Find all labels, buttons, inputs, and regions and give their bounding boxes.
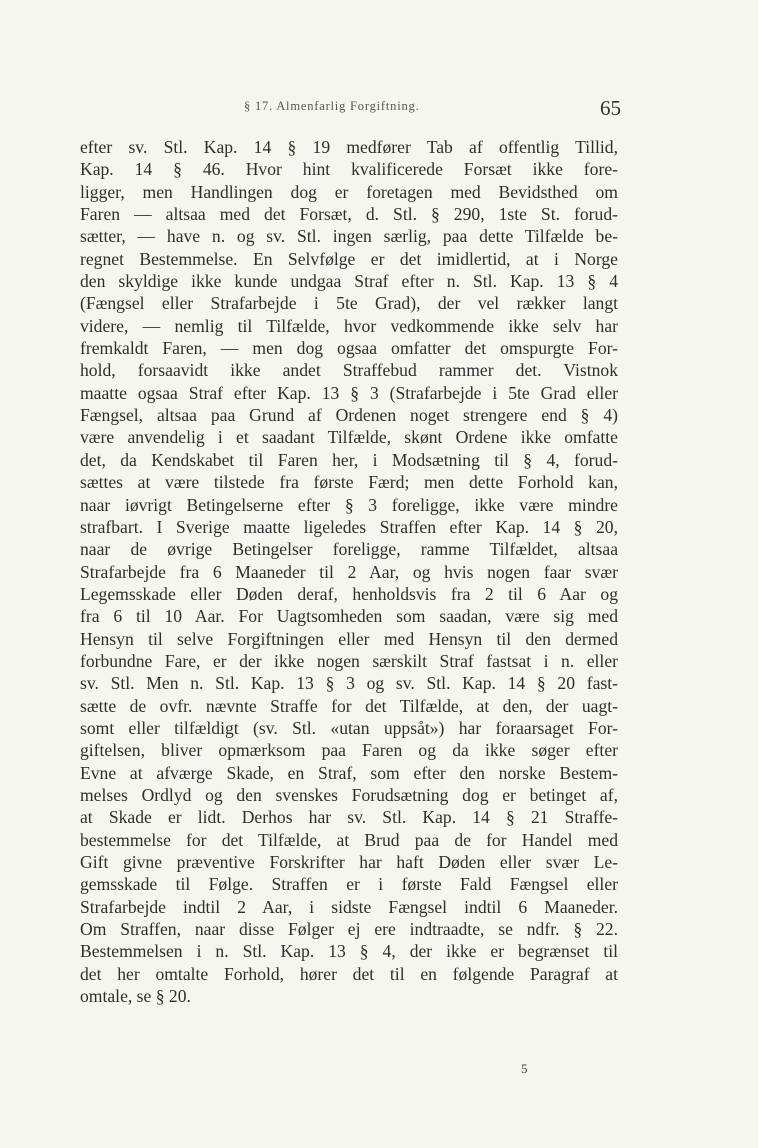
- text-line: naar de øvrige Betingelser foreligge, ramme Tilfældet, altsaa: [80, 539, 618, 560]
- text-line: sætter, — have n. og sv. Stl. ingen særlig, paa dette Tilfælde be-: [80, 226, 618, 247]
- page-number: 65: [600, 96, 621, 120]
- text-line: Gift givne præventive Forskrifter har haft Døden eller svær Le-: [80, 852, 618, 872]
- text-line: giftelsen, bliver opmærksom paa Faren og da ikke søger efter: [80, 740, 618, 761]
- signature-mark: 5: [521, 1061, 528, 1076]
- text-line: sættes at være tilstede fra første Færd; men dette Forhold kan,: [80, 472, 618, 493]
- text-line: Hensyn til selve Forgiftningen eller med Hensyn til den dermed: [80, 628, 618, 649]
- text-line: sætte de ovfr. nævnte Straffe for det Tilfælde, at den, der uagt-: [80, 695, 618, 716]
- text-line: fremkaldt Faren, — men dog ogsaa omfatter det omspurgte For-: [80, 338, 618, 359]
- text-line: fra 6 til 10 Aar. For Uagtsomheden som saadan, være sig med: [80, 606, 618, 627]
- text-line: sv. Stl. Men n. Stl. Kap. 13 § 3 og sv. Stl. Kap. 14 § 20 fast-: [80, 673, 618, 694]
- text-line: gemsskade til Følge. Straffen er i første Fald Fængsel eller: [80, 874, 618, 895]
- text-line: Legemsskade eller Døden deraf, henholdsvis fra 2 til 6 Aar og: [80, 583, 618, 604]
- running-title: § 17. Almenfarlig Forgiftning.: [244, 99, 420, 113]
- text-line: den skyldige ikke kunde undgaa Straf efter n. Stl. Kap. 13 § 4: [80, 271, 618, 292]
- text-line: videre, — nemlig til Tilfælde, hvor vedkommende ikke selv har: [80, 315, 618, 336]
- text-line: forbundne Fare, er der ikke nogen særskilt Straf fastsat i n. eller: [80, 650, 618, 671]
- text-line: melses Ordlyd og den svenskes Forudsætning dog er betinget af,: [80, 784, 618, 805]
- text-line: det, da Kendskabet til Faren her, i Modsætning til § 4, forud-: [80, 449, 618, 470]
- text-line: maatte ogsaa Straf efter Kap. 13 § 3 (Strafarbejde i 5te Grad eller: [80, 382, 618, 403]
- text-line: somt eller tilfældigt (sv. Stl. «utan uppsåt») har foraarsaget For-: [80, 717, 618, 738]
- text-line: strafbart. I Sverige maatte ligeledes Straffen efter Kap. 14 § 20,: [80, 516, 618, 537]
- text-line: Strafarbejde indtil 2 Aar, i sidste Fængsel indtil 6 Maaneder.: [80, 896, 618, 917]
- text-line: Strafarbejde fra 6 Maaneder til 2 Aar, og hvis nogen faar svær: [80, 561, 618, 582]
- text-line: regnet Bestemmelse. En Selvfølge er det imidlertid, at i Norge: [80, 248, 618, 269]
- text-line: at Skade er lidt. Derhos har sv. Stl. Kap. 14 § 21 Straffe-: [80, 807, 618, 828]
- text-line: ligger, men Handlingen dog er foretagen med Bevidsthed om: [80, 181, 618, 202]
- text-line: Bestemmelsen i n. Stl. Kap. 13 § 4, der ikke er begrænset til: [80, 941, 618, 962]
- body-text: [80, 136, 618, 1007]
- text-line: (Fængsel eller Strafarbejde i 5te Grad), der vel rækker langt: [80, 293, 618, 314]
- text-line: naar iøvrigt Betingelserne efter § 3 foreligge, ikke være mindre: [80, 494, 618, 515]
- text-line: Faren — altsaa med det Forsæt, d. Stl. § 290, 1ste St. forud-: [80, 204, 618, 225]
- text-line: Fængsel, altsaa paa Grund af Ordenen noget strengere end § 4): [80, 405, 618, 426]
- text-line: efter sv. Stl. Kap. 14 § 19 medfører Tab af offentlig Tillid,: [80, 137, 618, 157]
- text-line: Kap. 14 § 46. Hvor hint kvalificerede Forsæt ikke fore-: [80, 159, 618, 180]
- text-line: bestemmelse for det Tilfælde, at Brud paa de for Handel med: [80, 829, 618, 850]
- text-line: være anvendelig i et saadant Tilfælde, skønt Ordene ikke omfatte: [80, 427, 618, 448]
- text-line: hold, forsaavidt ikke andet Straffebud rammer det. Vistnok: [80, 360, 618, 381]
- text-line: det her omtalte Forhold, hører det til en følgende Paragraf at: [80, 963, 618, 984]
- text-line: omtale, se § 20.: [80, 986, 191, 1007]
- text-line: Om Straffen, naar disse Følger ej ere indtraadte, se ndfr. § 22.: [80, 919, 618, 940]
- text-line: Evne at afværge Skade, en Straf, som efter den norske Bestem-: [80, 762, 618, 783]
